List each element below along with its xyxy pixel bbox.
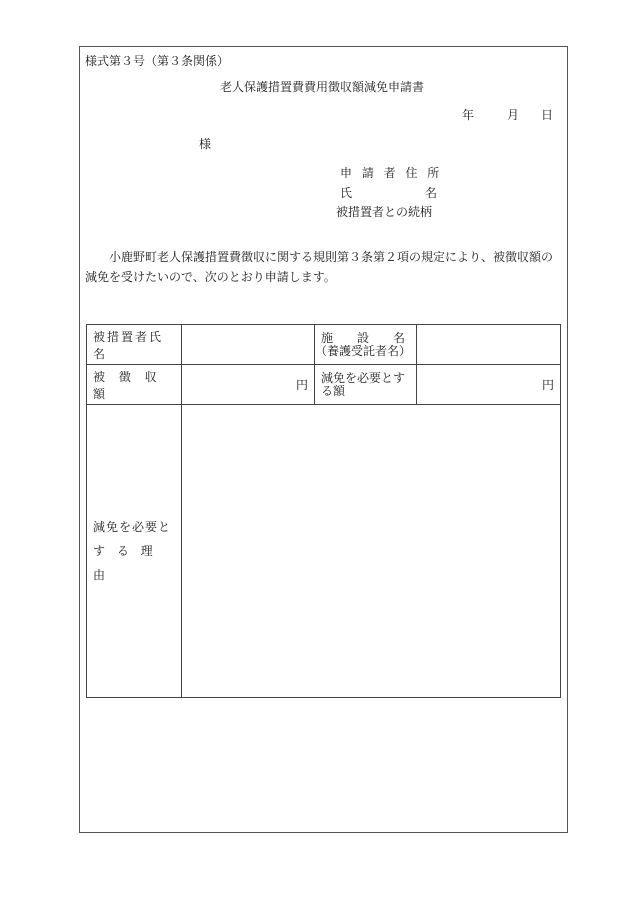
- person-name-label: 被措置者氏名: [87, 325, 182, 365]
- request-statement: 小鹿野町老人保護措置費徴収に関する規則第３条第２項の規定により、被徴収額の減免を受けたいので、次のとおり申請します。: [85, 250, 554, 284]
- reason-label: [87, 405, 182, 698]
- collected-amount-label: 被 徴 収 額: [87, 365, 182, 405]
- yen-unit: 円: [295, 378, 308, 392]
- person-name-field[interactable]: [182, 325, 315, 365]
- date-day-label: 日: [541, 108, 554, 122]
- addressee-suffix: 様: [199, 137, 212, 151]
- reason-field[interactable]: [182, 405, 561, 698]
- required-amount-label: 減免を必要とする額: [315, 365, 417, 405]
- form-title: 老人保護措置費費用徴収額減免申請書: [220, 80, 425, 94]
- date-year-label: 年: [462, 108, 475, 122]
- date-month-label: 月: [507, 108, 520, 122]
- form-number: 様式第３号（第３条関係）: [85, 54, 230, 68]
- application-table: [86, 324, 561, 698]
- facility-label: [315, 325, 417, 365]
- reason-label-line-2: す る 理 由: [93, 544, 157, 582]
- table-row: [87, 365, 561, 405]
- collected-amount-field[interactable]: [182, 365, 315, 405]
- facility-label-line-1: 施 設 名: [321, 330, 406, 345]
- yen-unit: 円: [541, 378, 554, 392]
- applicant-name-label-2: 名: [425, 186, 438, 200]
- applicant-name-label-1: 氏: [340, 186, 353, 200]
- form-sheet: [79, 46, 568, 833]
- required-amount-field[interactable]: [417, 365, 561, 405]
- table-row: [87, 325, 561, 365]
- facility-name-field[interactable]: [417, 325, 561, 365]
- facility-label-line-2: （養護受託者名）: [315, 343, 412, 358]
- applicant-relation-label: 被措置者との続柄: [336, 205, 433, 219]
- applicant-address-label: 申 請 者 住 所: [340, 166, 443, 180]
- reason-label-line-1: 減免を必要と: [93, 520, 172, 534]
- table-row: [87, 405, 561, 698]
